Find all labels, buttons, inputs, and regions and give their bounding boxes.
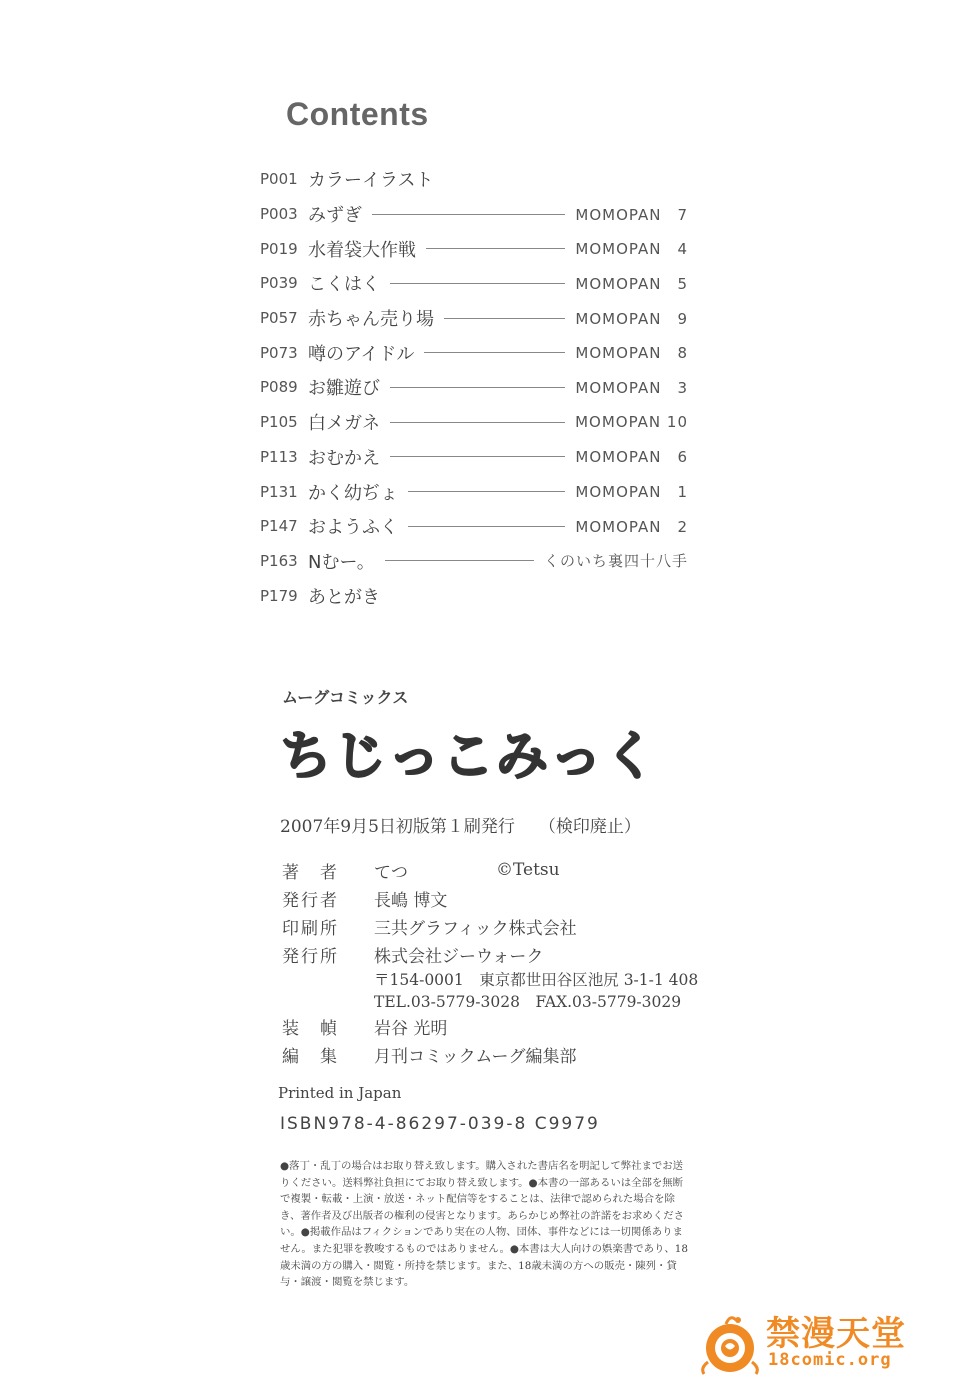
toc-page-number: P179	[260, 586, 298, 605]
toc-author: MOMOPAN 2	[575, 517, 688, 536]
toc-page-number: P039	[260, 274, 298, 293]
table-of-contents	[260, 162, 688, 613]
toc-row	[260, 544, 688, 579]
toc-row	[260, 405, 688, 440]
toc-title: かく幼ぢょ	[308, 482, 398, 504]
toc-title: 赤ちゃん売り場	[308, 309, 434, 331]
toc-title: おようふく	[308, 517, 398, 539]
toc-author: MOMOPAN 8	[575, 344, 688, 363]
publisher-person-label: 発行者	[282, 890, 339, 911]
toc-page-number: P113	[260, 447, 298, 466]
edition-line	[280, 812, 641, 837]
author-label: 著 者	[282, 862, 339, 883]
toc-leader-line	[390, 456, 565, 457]
toc-leader-line	[426, 248, 565, 249]
colophon-row-printer	[282, 912, 698, 940]
toc-author: MOMOPAN 4	[575, 240, 688, 259]
toc-author: MOMOPAN 9	[575, 309, 688, 328]
printer-label: 印刷所	[282, 918, 339, 939]
toc-author: MOMOPAN 10	[575, 413, 688, 432]
toc-leader-line	[390, 422, 565, 423]
toc-title: おむかえ	[308, 447, 380, 469]
toc-author: MOMOPAN 5	[575, 274, 688, 293]
toc-row	[260, 474, 688, 509]
colophon-row-publisher-person	[282, 884, 698, 912]
toc-row	[260, 370, 688, 405]
toc-page-number: P019	[260, 239, 298, 258]
copyright: ©Tetsu	[496, 860, 560, 880]
toc-title: あとがき	[308, 586, 380, 608]
toc-page-number: P131	[260, 482, 298, 501]
colophon-row-author	[282, 856, 698, 884]
printed-in: Printed in Japan	[278, 1084, 402, 1102]
toc-page-number: P163	[260, 551, 298, 570]
series-label: ムーグコミックス	[282, 688, 409, 707]
edition-note: （検印廃止）	[538, 817, 641, 837]
colophon-row-publisher	[282, 940, 698, 968]
publisher-label: 発行所	[282, 946, 339, 967]
toc-row	[260, 231, 688, 266]
book-title: ちじっこみっく	[280, 727, 659, 787]
toc-row	[260, 335, 688, 370]
publisher-value: 株式会社ジーウォーク	[374, 946, 544, 967]
toc-title: 白メガネ	[308, 413, 380, 435]
toc-leader-line	[444, 318, 565, 319]
toc-page-number: P089	[260, 378, 298, 397]
toc-row	[260, 578, 688, 613]
watermark-url: 18comic.org	[768, 1350, 892, 1370]
colophon-row-editor	[282, 1040, 698, 1068]
toc-row	[260, 266, 688, 301]
toc-page-number: P057	[260, 309, 298, 328]
watermark-logo-icon	[698, 1312, 762, 1376]
toc-author: MOMOPAN 3	[575, 378, 688, 397]
toc-leader-line	[408, 491, 565, 492]
printer-value: 三共グラフィック株式会社	[374, 918, 577, 939]
toc-page-number: P073	[260, 343, 298, 362]
toc-row	[260, 301, 688, 336]
editor-label: 編 集	[282, 1046, 339, 1067]
isbn: ISBN978-4-86297-039-8 C9979	[280, 1114, 600, 1134]
colophon	[282, 856, 698, 1068]
author-value: てつ	[374, 862, 408, 883]
toc-title: こくはく	[308, 274, 380, 296]
publisher-person-value: 長嶋 博文	[374, 890, 448, 911]
editor-value: 月刊コミックムーグ編集部	[374, 1046, 577, 1067]
toc-title: 噂のアイドル	[308, 343, 415, 365]
toc-page-number: P147	[260, 517, 298, 536]
toc-title: Nむー。	[308, 551, 375, 573]
toc-title: お雛遊び	[308, 378, 380, 400]
toc-leader-line	[385, 560, 534, 561]
legal-notice: ●落丁・乱丁の場合はお取り替え致します。購入された書店名を明記して弊社までお送りください。送料弊社負担にてお取り替え致します。●本書の一部あるいは全部を無断で複製・転載・上演・放送・ネット配信等をすることは、法律で認められた場合を除き、著作者及び出版者の権利の侵害となります。あらかじめ弊社の許諾をお求めください。●掲載作品はフィクションであり実在の人物、団体、事件などには一切関係ありません。また犯罪を教唆するものではありません。●本書は大人向けの娯楽書であり、18歳未満の方の購入・閲覧・所持を禁じます。また、18歳未満の方への販売・陳列・貸与・譲渡・閲覧を禁じます。	[280, 1160, 688, 1289]
toc-row	[260, 162, 688, 197]
edition-date: 2007年9月5日初版第１刷発行	[280, 817, 515, 837]
toc-title: みずぎ	[308, 205, 362, 227]
toc-row	[260, 509, 688, 544]
toc-author: MOMOPAN 7	[575, 205, 688, 224]
toc-author: MOMOPAN 6	[575, 448, 688, 467]
publisher-address: 〒154-0001 東京都世田谷区池尻 3-1-1 408	[374, 971, 699, 989]
colophon-row-design	[282, 1012, 698, 1040]
publisher-phone: TEL.03-5779-3028 FAX.03-5779-3029	[374, 993, 682, 1011]
toc-leader-line	[390, 387, 565, 388]
watermark-name: 禁漫天堂	[766, 1314, 906, 1354]
toc-title: カラーイラスト	[308, 170, 434, 192]
toc-leader-line	[390, 283, 565, 284]
toc-author: MOMOPAN 1	[575, 483, 688, 502]
toc-page-number: P105	[260, 413, 298, 432]
toc-author: くのいち裏四十八手	[543, 552, 688, 571]
site-watermark	[698, 1306, 922, 1376]
toc-page-number: P003	[260, 205, 298, 224]
toc-leader-line	[372, 214, 565, 215]
toc-page-number: P001	[260, 170, 298, 189]
toc-row	[260, 197, 688, 232]
design-label: 装 幀	[282, 1018, 339, 1039]
toc-leader-line	[408, 526, 565, 527]
design-value: 岩谷 光明	[374, 1018, 448, 1039]
toc-row	[260, 440, 688, 475]
contents-heading: Contents	[286, 96, 429, 132]
toc-title: 水着袋大作戦	[308, 239, 416, 261]
toc-leader-line	[424, 352, 565, 353]
